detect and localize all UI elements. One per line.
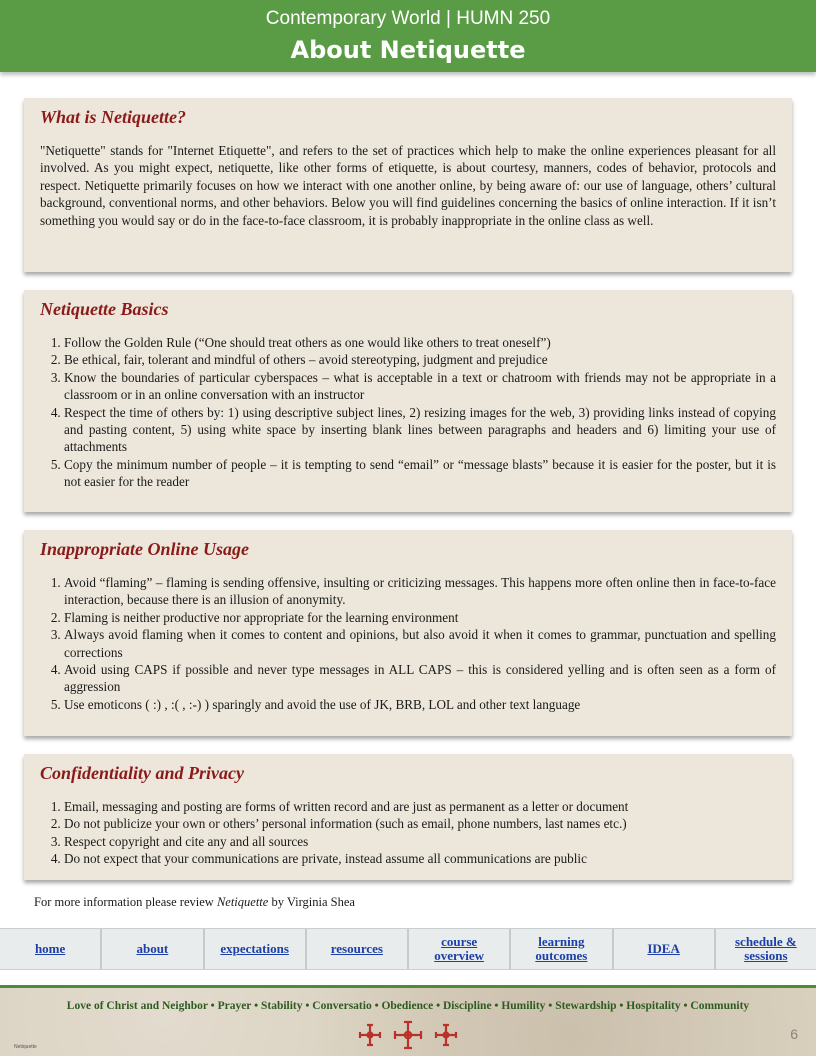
- page-number: 6: [790, 1026, 798, 1042]
- list-item: 4. Do not expect that your communications are private, instead assume all communications are public: [64, 850, 776, 867]
- nav-course-overview-link[interactable]: [409, 929, 511, 969]
- more-info-note: [34, 895, 355, 910]
- inappropriate-usage-panel: [24, 530, 792, 736]
- nav-schedule-line2: sessions: [744, 948, 788, 963]
- what-is-netiquette-text: "Netiquette" stands for "Internet Etiquette", and refers to the set of practices which help to make the online experiences pleasant for all involved. As you might expect, netiquette, like other forms of etiquette, is about courtesy, manners, codes of behavior, protocols and respect. Netiquette primarily focuses on how we interact with one another online, by being aware of: our use of language, others’ cultural background, conventional norms, and other behaviors. Below you will find guidelines concerning the basics of online interaction. If it isn’t something you would say or do in the face-to-face classroom, it is probably inappropriate in the online class as well.: [40, 143, 776, 228]
- list-item: 3. Know the boundaries of particular cyberspaces – what is acceptable in a text or chatroom with friends may not be appropriate in a classroom or in an online conversation with an instructor: [64, 369, 776, 404]
- netiquette-basics-heading: Netiquette Basics: [40, 299, 169, 319]
- list-item: 2. Flaming is neither productive nor appropriate for the learning environment: [64, 609, 776, 626]
- list-item: 2. Do not publicize your own or others’ personal information (such as email, phone numbers, last names etc.): [64, 815, 776, 832]
- nav-idea-link[interactable]: IDEA: [614, 929, 716, 969]
- footer-motto: Love of Christ and Neighbor • Prayer • Stability • Conversatio • Obedience • Discipline • Humility • Stewardship • Hospitality • Community: [66, 1000, 750, 1012]
- list-item: 3. Always avoid flaming when it comes to content and opinions, but also avoid it when it comes to grammar, punctuation and spelling corrections: [64, 626, 776, 661]
- more-info-prefix: For more information please review: [34, 895, 217, 909]
- page-title: About Netiquette: [290, 36, 526, 64]
- page-footer: [0, 988, 816, 1056]
- list-item: 2. Be ethical, fair, tolerant and mindful of others – avoid stereotyping, judgment and prejudice: [64, 351, 776, 368]
- nav-course-overview-line1: course: [441, 934, 478, 949]
- nav-schedule-sessions-link[interactable]: [716, 929, 816, 969]
- list-item: 1. Follow the Golden Rule (“One should treat others as one would like others to treat oneself”): [64, 334, 776, 351]
- netiquette-basics-panel: [24, 290, 792, 512]
- what-is-netiquette-panel: [24, 98, 792, 272]
- nav-home-link[interactable]: home: [0, 929, 102, 969]
- netiquette-basics-list: [40, 334, 776, 491]
- nav-learning-outcomes-link[interactable]: [511, 929, 613, 969]
- nav-course-overview-line2: overview: [434, 948, 485, 963]
- list-item: 4. Avoid using CAPS if possible and never type messages in ALL CAPS – this is considered yelling and is often seen as a form of aggression: [64, 661, 776, 696]
- list-item: 5. Use emoticons ( :) , :( , :-) ) sparingly and avoid the use of JK, BRB, LOL and other text language: [64, 696, 776, 713]
- list-item: 5. Copy the minimum number of people – it is tempting to send “email” or “message blasts” because it is easier for the poster, but it is not easier for the reader: [64, 456, 776, 491]
- list-item: 4. Respect the time of others by: 1) using descriptive subject lines, 2) resizing images for the web, 3) providing links instead of copying and pasting content, 5) using white space by inserting blank lines between paragraphs and headers and 6) limiting your use of attachments: [64, 404, 776, 456]
- footer-tiny-label: Netiquette: [14, 1044, 37, 1050]
- nav-resources-link[interactable]: resources: [307, 929, 409, 969]
- nav-learning-outcomes-line2: outcomes: [535, 948, 588, 963]
- list-item: 3. Respect copyright and cite any and all sources: [64, 833, 776, 850]
- more-info-suffix: by Virginia Shea: [268, 895, 355, 909]
- inappropriate-usage-list: [40, 574, 776, 713]
- inappropriate-usage-heading: Inappropriate Online Usage: [40, 539, 250, 559]
- confidentiality-privacy-list: [40, 798, 776, 868]
- page-header: [0, 0, 816, 72]
- nav-learning-outcomes-line1: learning: [538, 934, 585, 949]
- course-title: Contemporary World | HUMN 250: [265, 8, 551, 29]
- nav-expectations-link[interactable]: expectations: [205, 929, 307, 969]
- confidentiality-privacy-heading: Confidentiality and Privacy: [40, 763, 244, 783]
- crosses-icon: [358, 1020, 458, 1050]
- nav-about-link[interactable]: about: [102, 929, 204, 969]
- nav-schedule-line1: schedule &: [735, 934, 797, 949]
- what-is-netiquette-heading: What is Netiquette?: [40, 107, 187, 127]
- list-item: 1. Avoid “flaming” – flaming is sending offensive, insulting or criticizing messages. This happens more often online then in face-to-face interaction, because there is an illusion of anonymity.: [64, 574, 776, 609]
- list-item: 1. Email, messaging and posting are forms of written record and are just as permanent as a letter or document: [64, 798, 776, 815]
- confidentiality-privacy-panel: [24, 754, 792, 880]
- more-info-book: Netiquette: [216, 895, 269, 909]
- bottom-nav: [0, 928, 816, 970]
